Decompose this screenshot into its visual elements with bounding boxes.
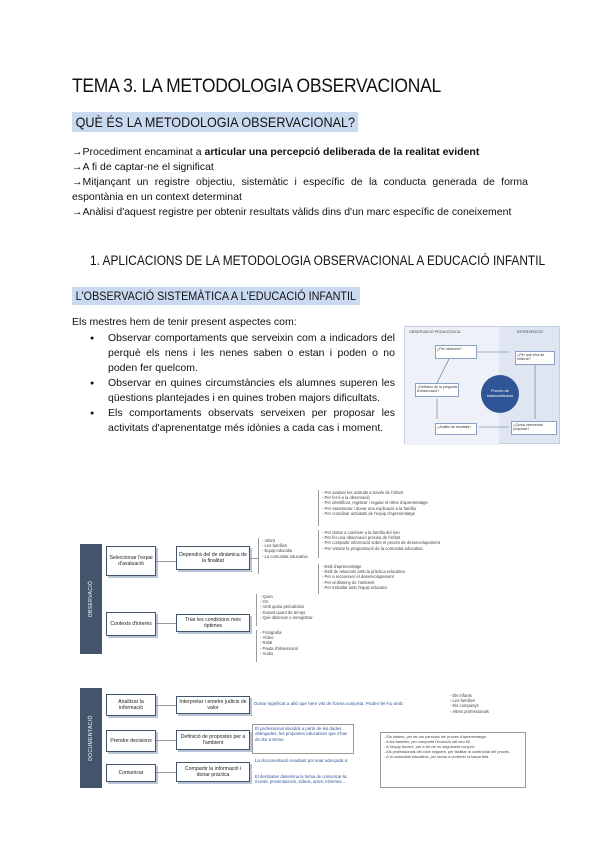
intro-text: Els mestres hem de tenir present aspectes com: [72, 316, 297, 328]
connector [156, 740, 176, 741]
section-heading-what-is: QUÈ ÉS LA METODOLOGIA OBSERVACIONAL? [72, 112, 359, 132]
diagram-box-improve: ¿Per què s'ha de millorar? [515, 351, 555, 365]
diagram-box-intervention: ¿Quina intervenció proposar? [511, 421, 557, 435]
brace [318, 564, 319, 594]
aspect-item: ● Observar en quines circumstàncies els alumnes superen les qüestions plantejades i en quines troben majors dificultats. [90, 376, 395, 406]
band-documentation: DOCUMENTACIÓ [80, 688, 102, 788]
purpose-list-team: - Estil d'aprenentatge - Estil de relacions amb la pràctica educativa - Per a reconeixer el desenvolupament - Per al disseny de l'ambient - Per treballar amb l'equip educatiu [322, 564, 405, 590]
node-dynamics: Dependrà del de dinàmica de la finalitat [176, 546, 250, 570]
brace [256, 594, 257, 626]
definition-line-1-bold: articular una percepció deliberada de la realitat evident [204, 146, 480, 158]
analysis-list: - Els infants - Les famílies - Els companys - Altres professionals [450, 693, 489, 714]
communication-note-1: La documentació resultant pot anar adreçada a: [255, 758, 349, 763]
connector [156, 772, 176, 773]
connector [156, 705, 176, 706]
diagram-arrows [405, 327, 561, 445]
diagram-box-observe: ¿Per observar? [435, 345, 477, 359]
tools-list: - Fotografia - Vídeo - Relat - Pauta d'observació - Àudio [260, 630, 299, 656]
definition-line-1-text: →Procediment encaminat a [72, 146, 205, 158]
band-observation: OBSERVACIÓ [80, 544, 102, 654]
aspect-item: ● Observar comportaments que serveixin com a indicadors del perquè els nens i les nenes saben o estan i poden o no poden fer quelcom. [90, 331, 395, 376]
connector [156, 623, 176, 624]
diagram-box-question: ¿Definició de la pregunta d'observació? [415, 383, 459, 397]
subsection-heading-systematic: L'OBSERVACIÓ SISTEMÀTICA A L'EDUCACIÓ INFANTIL [72, 287, 360, 305]
node-proposals: Definició de propostes per a l'ambient [176, 730, 250, 750]
recipients-list: - Infant - Les famílies - Equip educatiu - La comunitat educativa [262, 538, 308, 559]
page-title: TEMA 3. LA METODOLOGIA OBSERVACIONAL [72, 76, 441, 97]
node-contexts: Contexts d'interès [106, 612, 156, 636]
process-diagram [80, 488, 526, 790]
node-conditions: Triar les condicions més òptimes [176, 614, 250, 632]
communication-note-2: El destinatari determina la forma de comunicar-la: murals, presentacions, vídeos, actes, informes... [255, 774, 348, 785]
purpose-list-family: - Per donar a conèixer a la família del nen - Per fer una observació precisa de l'infant - Per compartir informació sobre el procés de desenvolupament - Per valorar la programació de la comunitat educativa [322, 530, 441, 551]
left-panel-header: OBSERVACIÓ PEDAGÒGICA [409, 330, 461, 334]
node-interpret: Interpretar i emetre judicis de valor [176, 696, 250, 714]
aspect-item: ● Els comportaments observats serveixen per proposar les activitats d'aprenentatge més idònies a cada cas i moment. [90, 406, 395, 436]
observation-cycle-diagram [404, 326, 560, 444]
definition-line-4: →Anàlisi d'aquest registre per obtenir resultats vàlids dins d'un marc específic de coneixement [72, 206, 512, 218]
node-communicate: Comunicar [106, 764, 156, 782]
decision-note: El professional decidirà a partir de les dades obtingudes, les propostes educatives que s'han de dur a terme. [255, 726, 348, 742]
analysis-note: Donar significat a allò que hem vist de forma conjunta. Poden fer-ho amb: [254, 701, 404, 706]
node-analyse: Analitzar la informació [106, 694, 156, 716]
section-heading-applications: 1. APLICACIONS DE LA METODOLOGIA OBSERVACIONAL A EDUCACIÓ INFANTIL [90, 253, 546, 268]
node-decide: Prendre decisions [106, 730, 156, 752]
definition-line-2: →A fi de captar-ne el significat [72, 161, 214, 173]
node-select-space: Seleccionar l'espai d'avaluació [106, 546, 156, 576]
diagram-box-analysis: ¿Anàlisi de resultats? [435, 423, 477, 435]
aspects-list [90, 331, 395, 436]
connector [250, 558, 258, 559]
conditions-list: - Quan - On - Amb quina periodicitat - Durant quant de temps - Què observar o enregistrar [260, 594, 313, 620]
brace [256, 630, 257, 662]
purpose-list-infant: - Per avaluar les actituds a través de l'infant - Per fer-li a la observació - Per identificar, registrar i regular el ritme d'aprenentatge - Per assessorar i donar una explicació a la família - Per coordinar activitats de l'equip d'aprenentatge [322, 490, 428, 516]
diagram-center-circle: Procés de sistematització [481, 375, 519, 413]
definition-line-3: →Mitjançant un registre objectiu, sistemàtic i específic de la conducta generada de forma espontània en un context determinat [72, 176, 528, 203]
brace [318, 530, 319, 558]
node-share: Compartir la informació i donar pràctica [176, 762, 250, 782]
connector [156, 561, 176, 562]
communication-recipients: - Els infants, per fer-los partícips del procés d'aprenentatge. - A les famílies, per compartir l'evolució del seu fill. - A l'equip docent, per a fer-ne un seguiment conjunt. - Als professionals del cicle següent, per facilitar la continuïtat del procés. - A la comunitat educativa, per donar a conèixer la tasca feta. [384, 734, 511, 759]
brace [258, 538, 259, 574]
right-panel-header: INTERVENCIÓ [517, 330, 543, 334]
definition-line-1 [72, 145, 528, 160]
brace [318, 490, 319, 526]
